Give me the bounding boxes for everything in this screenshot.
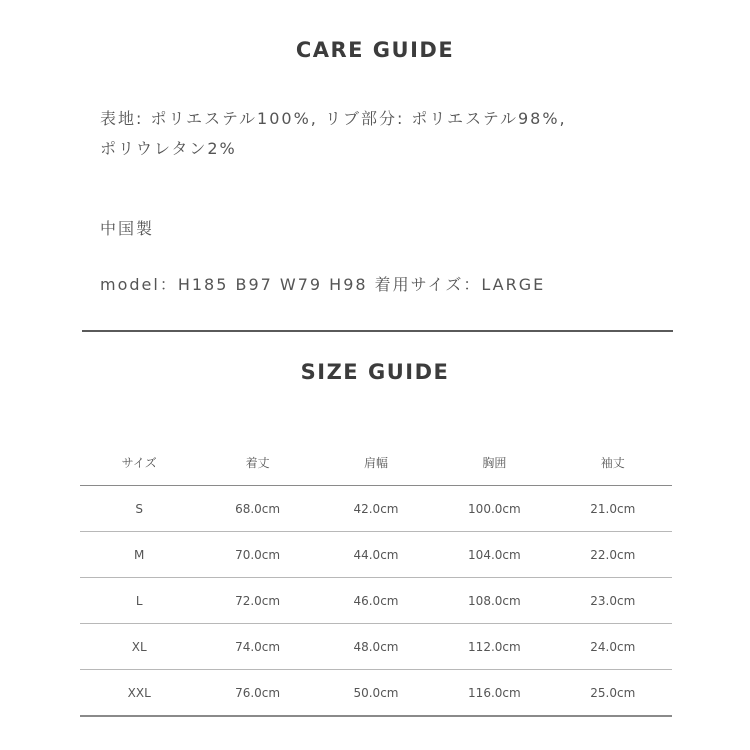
cell-chest: 112.0cm (435, 624, 553, 670)
cell-chest: 104.0cm (435, 532, 553, 578)
cell-size: L (80, 578, 198, 624)
cell-sleeve: 21.0cm (554, 486, 672, 532)
model-info: model：H185 B97 W79 H98 着用サイズ：LARGE (100, 275, 546, 294)
cell-shoulder: 44.0cm (317, 532, 435, 578)
cell-shoulder: 48.0cm (317, 624, 435, 670)
header-sleeve: 袖丈 (554, 440, 672, 486)
size-table-header-row (80, 440, 672, 486)
cell-sleeve: 25.0cm (554, 670, 672, 717)
table-row (80, 624, 672, 670)
cell-length: 68.0cm (198, 486, 316, 532)
header-chest: 胸囲 (435, 440, 553, 486)
cell-chest: 108.0cm (435, 578, 553, 624)
care-guide-title: CARE GUIDE (295, 38, 455, 62)
cell-length: 70.0cm (198, 532, 316, 578)
material-line-2: ポリウレタン2% (100, 139, 237, 158)
size-guide-title: SIZE GUIDE (300, 360, 450, 384)
header-shoulder: 肩幅 (317, 440, 435, 486)
table-row (80, 578, 672, 624)
material-line-1: 表地: ポリエステル100%, リブ部分: ポリエステル98%, (100, 109, 567, 128)
cell-length: 76.0cm (198, 670, 316, 717)
cell-sleeve: 22.0cm (554, 532, 672, 578)
table-row (80, 486, 672, 532)
size-table (80, 440, 672, 717)
material-description (100, 104, 670, 164)
country-of-origin: 中国製 (100, 219, 155, 238)
cell-size: XL (80, 624, 198, 670)
cell-sleeve: 23.0cm (554, 578, 672, 624)
header-length: 着丈 (198, 440, 316, 486)
cell-length: 74.0cm (198, 624, 316, 670)
cell-sleeve: 24.0cm (554, 624, 672, 670)
cell-length: 72.0cm (198, 578, 316, 624)
cell-shoulder: 42.0cm (317, 486, 435, 532)
cell-size: XXL (80, 670, 198, 717)
table-row (80, 532, 672, 578)
cell-chest: 116.0cm (435, 670, 553, 717)
header-size: サイズ (80, 440, 198, 486)
cell-shoulder: 50.0cm (317, 670, 435, 717)
section-divider (82, 330, 673, 332)
table-row (80, 670, 672, 717)
cell-shoulder: 46.0cm (317, 578, 435, 624)
cell-size: S (80, 486, 198, 532)
cell-chest: 100.0cm (435, 486, 553, 532)
cell-size: M (80, 532, 198, 578)
